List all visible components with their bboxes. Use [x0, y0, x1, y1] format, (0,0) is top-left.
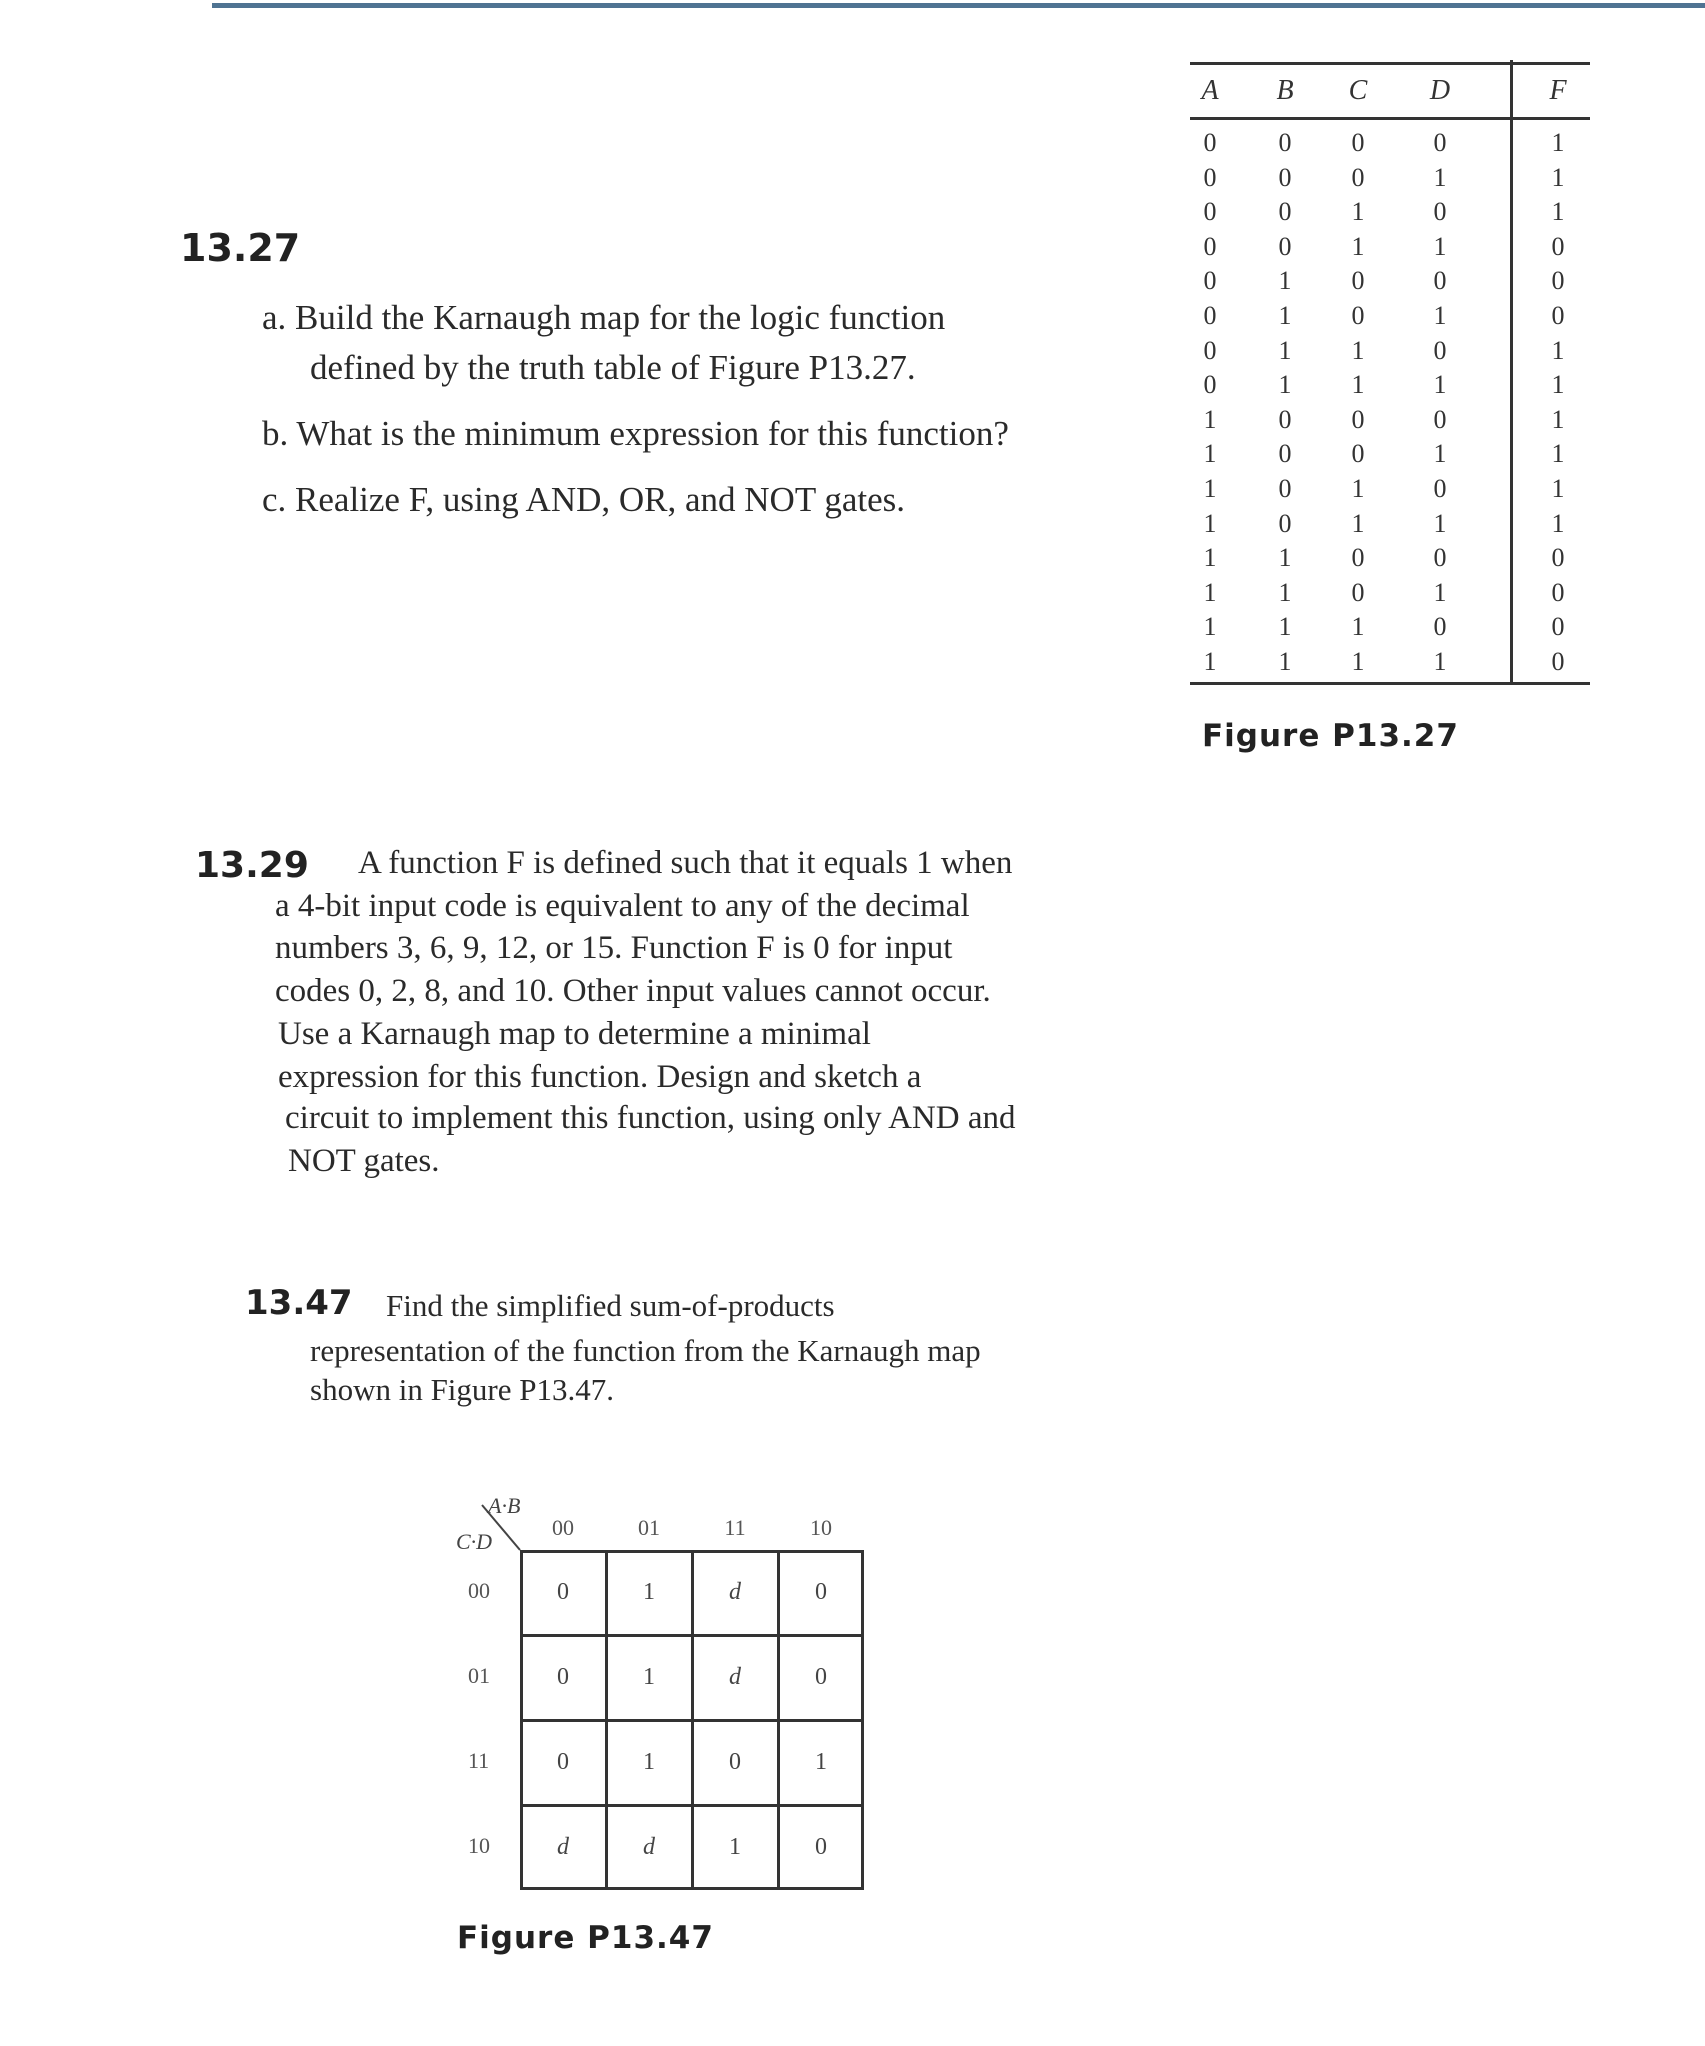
table-cell-a: 1 — [1203, 439, 1217, 469]
table-cell-a: 1 — [1203, 612, 1217, 642]
kmap-cell: 0 — [815, 1579, 827, 1605]
kmap-cell: 1 — [815, 1749, 827, 1775]
kmap-column-label: 00 — [552, 1515, 574, 1540]
table-cell-a: 1 — [1203, 474, 1217, 503]
table-cell-a: 1 — [1203, 543, 1217, 573]
table-cell-b: 1 — [1278, 612, 1292, 642]
table-cell-f: 1 — [1551, 439, 1565, 469]
table-cell-b: 1 — [1278, 335, 1292, 365]
table-top-rule — [1190, 62, 1590, 65]
kmap-row-label: 00 — [468, 1578, 490, 1603]
table-cell-f: 0 — [1551, 266, 1565, 296]
problem-13-29-line: circuit to implement this function, using only AND and — [285, 1100, 1016, 1136]
truth-table — [1190, 60, 1590, 685]
table-cell-c: 1 — [1351, 647, 1365, 676]
problem-13-29-line: NOT gates. — [288, 1143, 440, 1179]
table-cell-f: 1 — [1551, 128, 1565, 157]
table-cell-c: 1 — [1351, 231, 1365, 261]
table-cell-b: 1 — [1278, 266, 1292, 296]
table-cell-f: 0 — [1551, 301, 1565, 330]
table-cell-b: 1 — [1278, 647, 1292, 676]
table-bottom-rule — [1190, 682, 1590, 685]
table-cell-d: 1 — [1433, 301, 1447, 330]
table-cell-c: 0 — [1351, 266, 1365, 296]
table-cell-c: 1 — [1351, 335, 1365, 365]
table-cell-b: 1 — [1278, 370, 1292, 400]
table-cell-b: 1 — [1278, 543, 1292, 573]
table-cell-b: 0 — [1278, 474, 1292, 503]
table-cell-a: 0 — [1203, 301, 1217, 330]
table-cell-a: 0 — [1203, 197, 1217, 227]
table-cell-a: 0 — [1203, 266, 1217, 296]
problem-13-27-item-a: a. Build the Karnaugh map for the logic function — [262, 298, 946, 337]
table-cell-b: 0 — [1278, 162, 1292, 192]
kmap-cell: 0 — [815, 1664, 827, 1690]
table-cell-a: 1 — [1203, 647, 1217, 676]
kmap-cell: 0 — [815, 1834, 827, 1860]
table-cell-d: 0 — [1433, 474, 1447, 503]
problem-13-29-line: numbers 3, 6, 9, 12, or 15. Function F is 0 for input — [275, 930, 953, 966]
table-cell-d: 1 — [1433, 439, 1447, 469]
table-cell-a: 0 — [1203, 231, 1217, 261]
problem-13-27-item-b: b. What is the minimum expression for this function? — [262, 414, 1009, 453]
kmap-row-label: 10 — [468, 1833, 490, 1858]
table-cell-a: 0 — [1203, 370, 1217, 400]
kmap-column-variables: A·B — [488, 1493, 521, 1518]
table-cell-b: 0 — [1278, 508, 1292, 538]
kmap-cell: d — [643, 1834, 655, 1860]
table-cell-a: 0 — [1203, 162, 1217, 192]
table-cell-c: 1 — [1351, 508, 1365, 538]
table-cell-c: 0 — [1351, 439, 1365, 469]
kmap-cell: 0 — [729, 1749, 741, 1775]
problem-13-47-number: 13.47 — [245, 1283, 353, 1323]
kmap-row-label: 11 — [468, 1748, 490, 1773]
table-header-d: D — [1429, 75, 1451, 106]
table-cell-b: 0 — [1278, 231, 1292, 261]
problem-13-29-line: codes 0, 2, 8, and 10. Other input values cannot occur. — [275, 973, 991, 1009]
kmap-cell: d — [557, 1834, 569, 1860]
top-rule — [212, 3, 1705, 8]
table-cell-c: 1 — [1351, 612, 1365, 642]
kmap-cell: 1 — [729, 1834, 741, 1860]
table-header-c: C — [1348, 75, 1368, 106]
kmap-cell: 1 — [643, 1579, 655, 1605]
karnaugh-map — [440, 1485, 880, 1905]
table-cell-d: 1 — [1433, 162, 1447, 192]
table-cell-f: 0 — [1551, 231, 1565, 261]
table-cell-d: 0 — [1433, 197, 1447, 227]
table-cell-d: 1 — [1433, 647, 1447, 676]
problem-13-47-line: representation of the function from the Karnaugh map — [310, 1333, 981, 1368]
kmap-row-variables: C·D — [456, 1529, 493, 1554]
table-cell-d: 1 — [1433, 577, 1447, 607]
kmap-cell: 1 — [643, 1749, 655, 1775]
table-cell-d: 0 — [1433, 404, 1447, 434]
kmap-cell: 1 — [643, 1664, 655, 1690]
problem-13-27-item-c: c. Realize F, using AND, OR, and NOT gates. — [262, 480, 905, 519]
table-cell-f: 0 — [1551, 577, 1565, 607]
table-header-a: A — [1201, 75, 1219, 106]
table-cell-d: 1 — [1433, 370, 1447, 400]
table-cell-b: 0 — [1278, 439, 1292, 469]
table-cell-a: 1 — [1203, 577, 1217, 607]
problem-13-29-line: A function F is defined such that it equals 1 when — [358, 845, 1013, 881]
table-cell-a: 1 — [1203, 404, 1217, 434]
problem-13-47-line: shown in Figure P13.47. — [310, 1372, 614, 1407]
problem-13-29-line: Use a Karnaugh map to determine a minimal — [278, 1016, 871, 1052]
kmap-row-label: 01 — [468, 1663, 490, 1688]
table-cell-d: 0 — [1433, 128, 1447, 157]
kmap-cell: d — [729, 1579, 741, 1605]
table-cell-d: 0 — [1433, 335, 1447, 365]
table-cell-a: 0 — [1203, 128, 1217, 157]
table-cell-c: 0 — [1351, 404, 1365, 434]
table-cell-b: 0 — [1278, 404, 1292, 434]
table-cell-c: 0 — [1351, 577, 1365, 607]
table-cell-b: 0 — [1278, 197, 1292, 227]
table-cell-f: 0 — [1551, 612, 1565, 642]
table-cell-f: 0 — [1551, 647, 1565, 676]
table-cell-f: 1 — [1551, 162, 1565, 192]
table-output-divider — [1510, 60, 1513, 685]
table-cell-b: 1 — [1278, 301, 1292, 330]
table-cell-f: 1 — [1551, 474, 1565, 503]
table-cell-f: 0 — [1551, 543, 1565, 573]
table-cell-a: 1 — [1203, 508, 1217, 538]
kmap-column-label: 10 — [810, 1515, 832, 1540]
kmap-column-label: 11 — [724, 1515, 746, 1540]
table-cell-d: 0 — [1433, 612, 1447, 642]
table-header-b: B — [1276, 75, 1294, 106]
table-cell-f: 1 — [1551, 335, 1565, 365]
table-cell-c: 1 — [1351, 197, 1365, 227]
problem-13-27-item-a-cont: defined by the truth table of Figure P13.27. — [310, 348, 916, 387]
figure-p13-47-caption: Figure P13.47 — [457, 1920, 714, 1956]
table-cell-a: 0 — [1203, 335, 1217, 365]
kmap-cell: 0 — [557, 1749, 569, 1775]
table-cell-d: 0 — [1433, 266, 1447, 296]
table-header-rule — [1190, 117, 1590, 120]
table-cell-b: 0 — [1278, 128, 1292, 157]
problem-13-47-line: Find the simplified sum-of-products — [386, 1288, 835, 1323]
problem-13-29-line: a 4-bit input code is equivalent to any of the decimal — [275, 888, 970, 924]
table-cell-f: 1 — [1551, 370, 1565, 400]
table-cell-f: 1 — [1551, 404, 1565, 434]
table-cell-c: 0 — [1351, 128, 1365, 157]
table-cell-c: 1 — [1351, 370, 1365, 400]
table-cell-b: 1 — [1278, 577, 1292, 607]
problem-13-29-number: 13.29 — [195, 845, 309, 886]
kmap-cell: 0 — [557, 1579, 569, 1605]
kmap-cell: 0 — [557, 1664, 569, 1690]
kmap-cell: d — [729, 1664, 741, 1690]
table-cell-c: 0 — [1351, 162, 1365, 192]
table-cell-d: 1 — [1433, 231, 1447, 261]
table-cell-c: 0 — [1351, 543, 1365, 573]
table-cell-c: 0 — [1351, 301, 1365, 330]
figure-p13-27-caption: Figure P13.27 — [1202, 718, 1459, 754]
table-cell-c: 1 — [1351, 474, 1365, 503]
problem-13-29-line: expression for this function. Design and sketch a — [278, 1059, 922, 1095]
table-header-f: F — [1549, 75, 1567, 106]
table-cell-f: 1 — [1551, 508, 1565, 538]
table-cell-d: 0 — [1433, 543, 1447, 573]
kmap-column-label: 01 — [638, 1515, 660, 1540]
table-cell-f: 1 — [1551, 197, 1565, 227]
problem-13-27-number: 13.27 — [180, 226, 301, 270]
table-cell-d: 1 — [1433, 508, 1447, 538]
